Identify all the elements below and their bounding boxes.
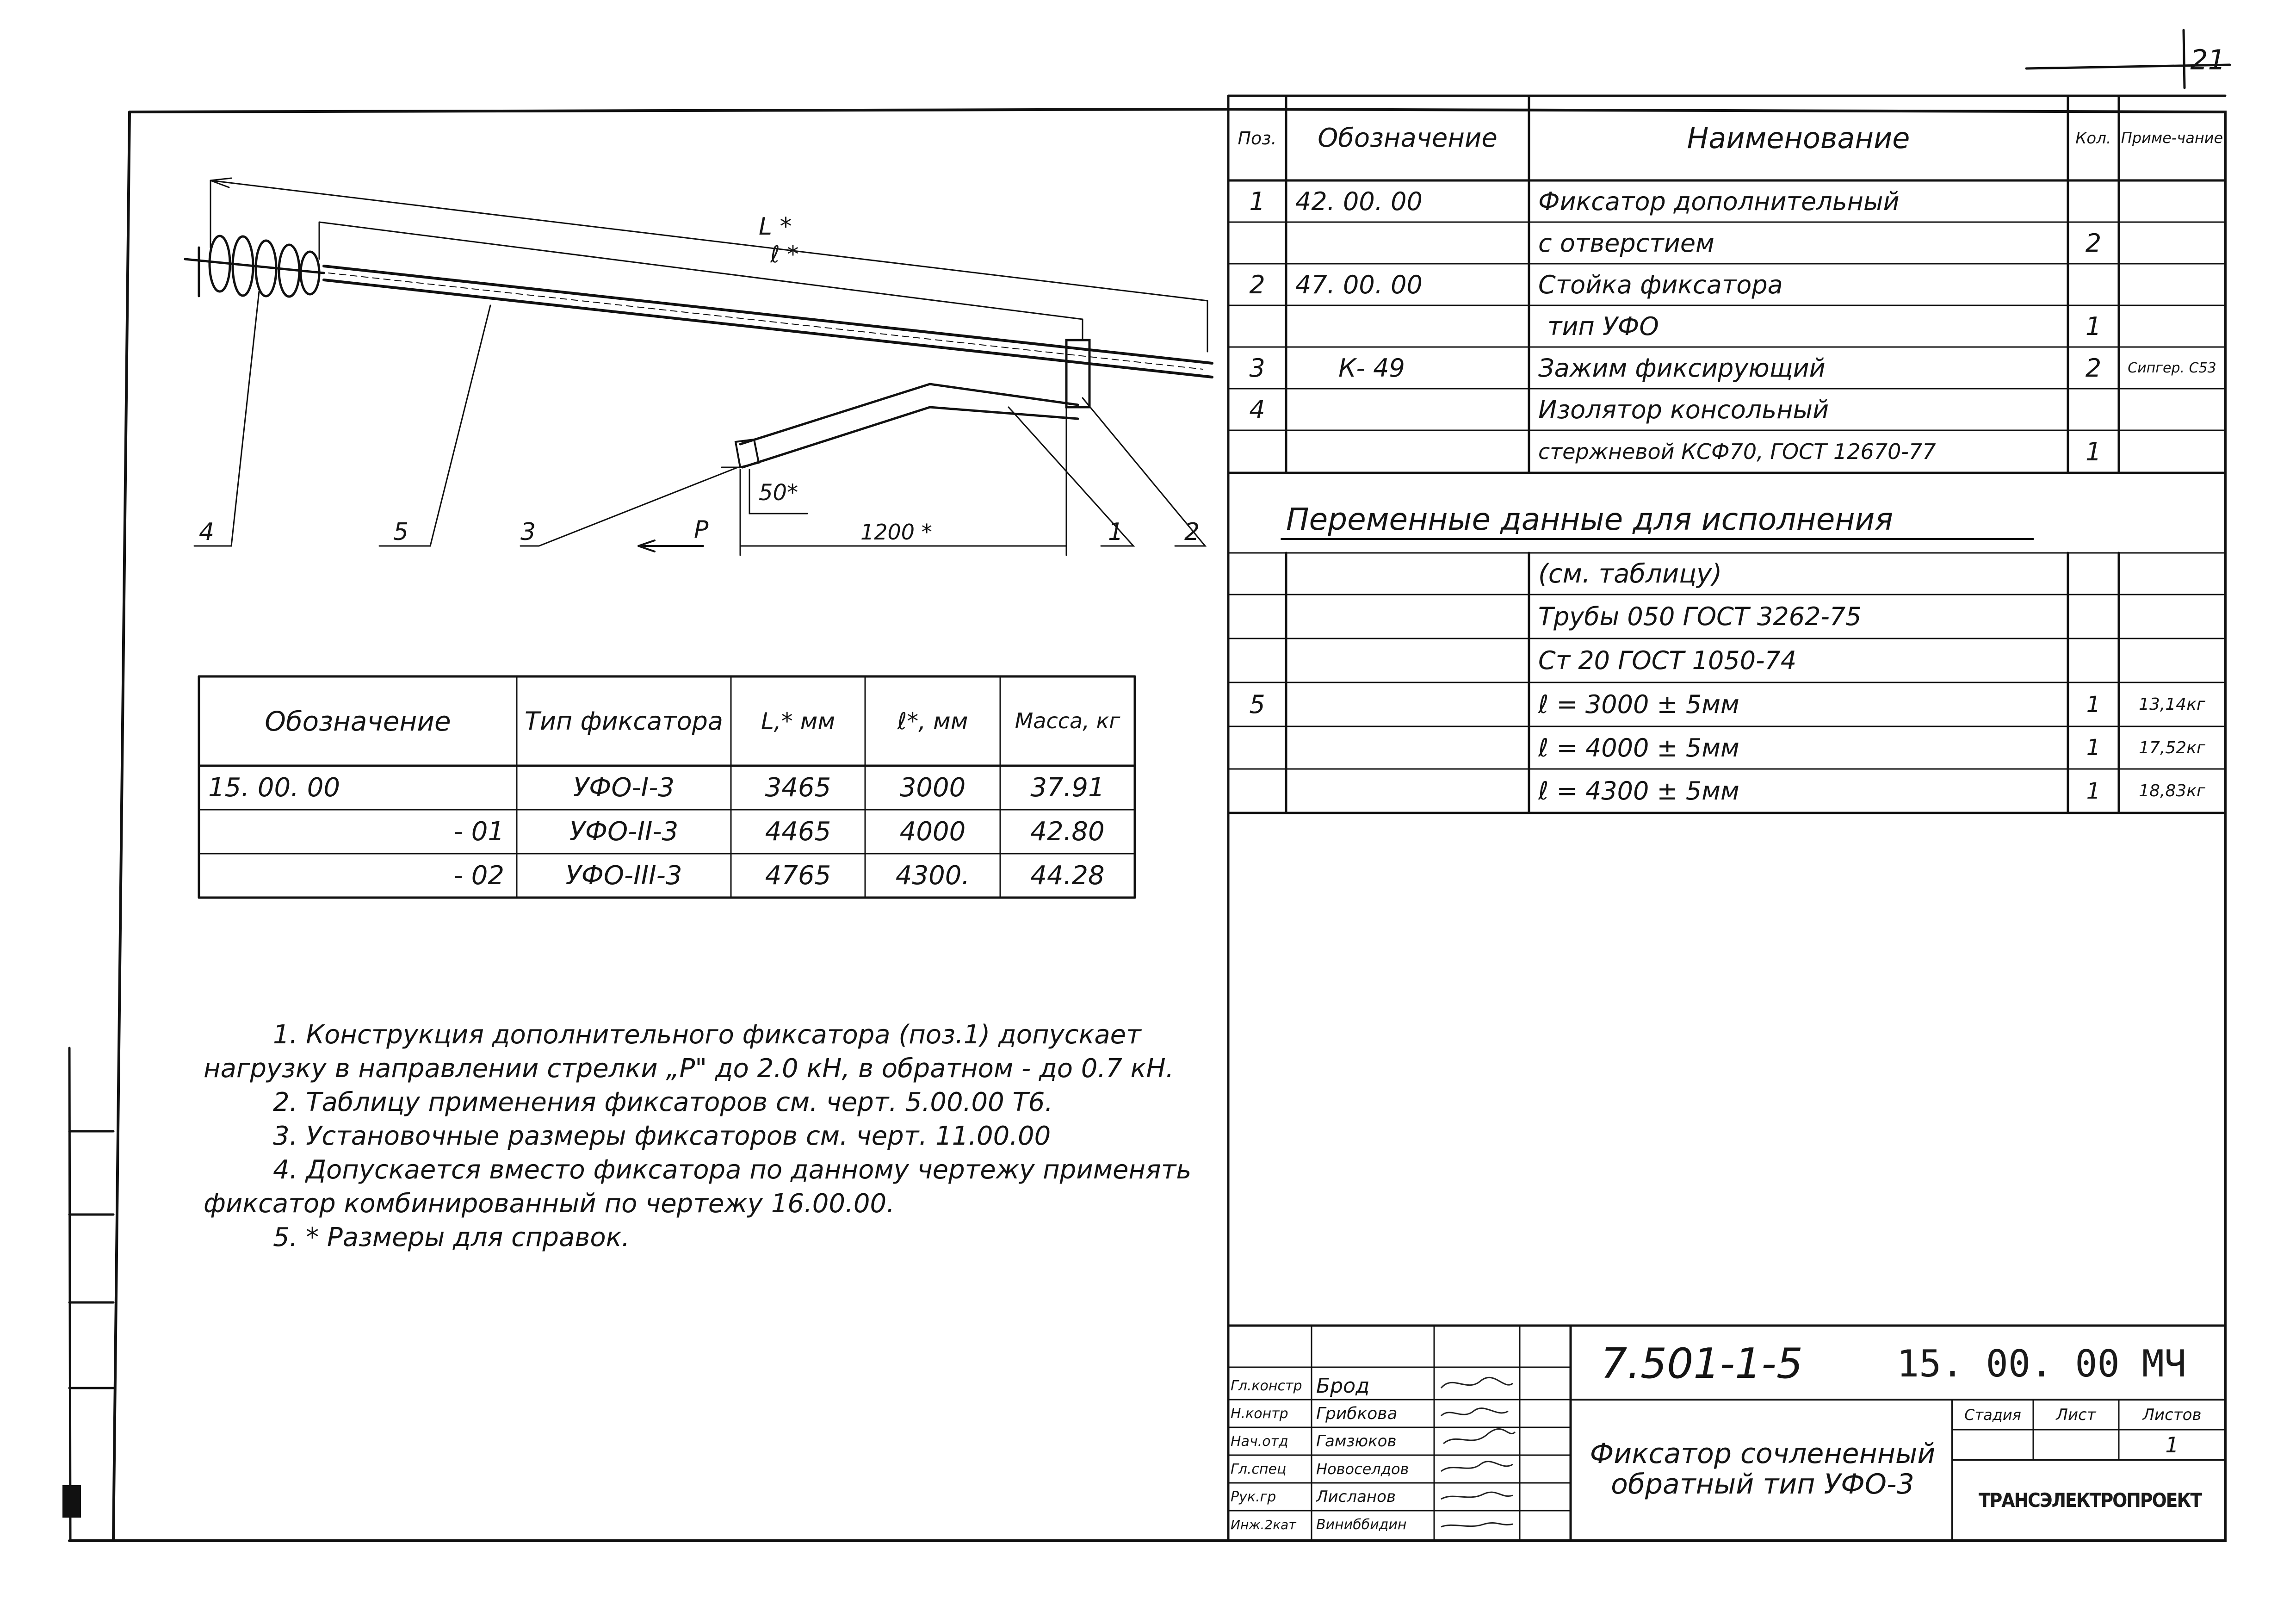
signer-4-role: Рук.гр [1231,1488,1276,1505]
var-row-4-name: ℓ = 4000 ± 5мм [1538,733,1739,762]
spec-row-5-name: Изолятор консольный [1538,395,1829,424]
note-2: 2. Таблицу применения фиксаторов см. черт. 5.00.00 Т6. [273,1087,1053,1117]
var-row-3-pos: 5 [1249,690,1265,719]
variant-row-0-l: 3000 [899,773,966,803]
spec-header-pos: Поз. [1238,128,1277,149]
callout-1: 1 [1108,518,1124,546]
spec-row-2-name: Стойка фиксатора [1538,270,1783,299]
variant-header-designation: Обозначение [265,705,451,737]
signer-5-role: Инж.2кат [1231,1517,1296,1532]
title-block-sheet-label: Лист [2056,1405,2096,1424]
dim-50-label: 50* [759,480,798,506]
variant-header-l: ℓ*, мм [897,707,968,735]
var-row-5-qty: 1 [2086,778,2101,804]
signer-2-role: Нач.отд [1231,1433,1288,1450]
title-block-sheets-value: 1 [2165,1432,2179,1457]
spec-row-4-designation: К- 49 [1338,353,1405,383]
variant-row-2-type: УФО-III-3 [565,861,682,891]
sheet-number: 21 [2190,44,2226,76]
spec-row-4-note: Сипгер. С53 [2128,360,2216,376]
spec-row-3-qty: 1 [2085,311,2102,341]
var-row-1-name: Трубы 050 ГОСТ 3262-75 [1538,602,1862,631]
spec-header-qty: Кол. [2075,129,2111,148]
dim-l-label: ℓ * [770,241,799,268]
spec-header-name: Наименование [1687,121,1910,155]
spec-row-5-pos: 4 [1249,395,1265,424]
spec-row-1-qty: 2 [2085,228,2102,258]
binding-strip [69,1048,113,1541]
variant-row-1-type: УФО-II-3 [569,817,679,847]
spec-row-0-name: Фиксатор дополнительный [1538,186,1900,216]
variant-row-2-mass: 44.28 [1030,861,1105,891]
spec-header-designation: Обозначение [1318,123,1498,153]
spec-row-0-designation: 42. 00. 00 [1295,186,1423,216]
callout-3: 3 [520,518,536,546]
var-row-3-name: ℓ = 3000 ± 5мм [1538,690,1739,719]
signer-3-role: Гл.спец [1231,1461,1287,1477]
signer-0-role: Гл.констр [1231,1377,1302,1394]
note-4: 4. Допускается вместо фиксатора по данному чертежу применять фиксатор комбинированный по чертежу 16.00.00. [204,1155,1192,1219]
spec-row-4-qty: 2 [2085,353,2102,383]
spec-row-6-qty: 1 [2085,437,2102,466]
callout-5: 5 [393,518,409,546]
var-row-3-note: 13,14кг [2139,695,2205,714]
variant-row-0-designation: 15. 00. 00 [208,773,340,803]
spec-row-6-name: стержневой КСФ70, ГОСТ 12670-77 [1538,439,1936,464]
variant-row-0-type: УФО-I-3 [573,773,675,803]
title-block-sheets-label: Листов [2142,1405,2202,1424]
dim-L-line [210,180,1207,352]
variant-row-0-L: 3465 [765,773,831,803]
leader-5 [379,305,490,546]
note-1: 1. Конструкция дополнительного фиксатора (поз.1) допускает нагрузку в направлении стрелки „P" до 2.0 кН, в обратном - до 0.7 кН. [204,1020,1174,1084]
title-block-stage-label: Стадия [1964,1406,2021,1424]
main-rod [324,266,1212,377]
load-label: P [694,516,709,544]
var-row-4-qty: 1 [2086,735,2101,761]
variant-row-2-l: 4300. [895,861,970,891]
signer-2-name: Гамзюков [1316,1432,1397,1450]
variant-row-1-mass: 42.80 [1030,817,1105,847]
callout-4: 4 [199,518,215,546]
signer-0-name: Брод [1316,1374,1370,1398]
variant-row-1-designation: - 01 [453,817,504,847]
spec-row-3-name: тип УФО [1547,311,1659,341]
fixator-drawing [185,178,1212,555]
title-block-code: 7.501-1-5 [1601,1339,1803,1388]
signer-1-name: Грибкова [1316,1404,1398,1423]
dim-1200-label: 1200 * [860,520,932,545]
title-block-doc: 15. 00. 00 МЧ [1897,1342,2187,1385]
callout-2: 2 [1184,518,1200,546]
var-row-5-note: 18,83кг [2139,781,2205,800]
variant-row-1-l: 4000 [899,817,966,847]
spec-row-2-designation: 47. 00. 00 [1295,270,1423,299]
var-row-2-name: Ст 20 ГОСТ 1050-74 [1538,646,1797,675]
var-row-0-name: (см. таблицу) [1538,558,1722,589]
variant-row-1-L: 4465 [765,817,831,847]
notes [204,1018,1212,1254]
variant-row-0-mass: 37.91 [1030,773,1105,803]
stand-arm [740,384,1078,467]
variant-header-L: L,* мм [761,707,835,735]
variant-row-2-designation: - 02 [453,861,504,891]
left-frame-line [113,112,130,1541]
variable-data-title: Переменные данные для исполнения [1286,502,1894,537]
load-arrow [638,540,703,552]
leader-4 [194,291,259,546]
variant-header-mass: Масса, кг [1015,708,1120,734]
variant-row-2-L: 4765 [765,861,831,891]
var-row-4-note: 17,52кг [2139,738,2205,757]
spec-row-0-pos: 1 [1249,186,1265,216]
dim-L-label: L * [759,213,792,241]
title-block-title: Фиксатор сочлененный обратный тип УФО-3 [1590,1438,1936,1500]
signer-3-name: Новоселдов [1316,1460,1409,1478]
spec-row-4-name: Зажим фиксирующий [1538,353,1826,383]
spec-row-2-pos: 2 [1249,270,1265,299]
signer-5-name: Виниббидин [1316,1516,1407,1533]
title-block-org: ТРАНСЭЛЕКТРОПРОЕКТ [1978,1489,2202,1512]
var-row-5-name: ℓ = 4300 ± 5мм [1538,776,1739,806]
signer-1-role: Н.контр [1231,1405,1288,1422]
var-row-3-qty: 1 [2086,691,2101,718]
signer-4-name: Лисланов [1316,1488,1396,1506]
note-3: 3. Установочные размеры фиксаторов см. черт. 11.00.00 [273,1121,1051,1151]
spec-header-note: Приме-чание [2121,129,2223,147]
note-5: 5. * Размеры для справок. [273,1222,630,1252]
spec-row-1-name: с отверстием [1538,228,1714,258]
variant-header-type: Тип фиксатора [524,706,724,736]
spec-row-4-pos: 3 [1249,353,1265,383]
